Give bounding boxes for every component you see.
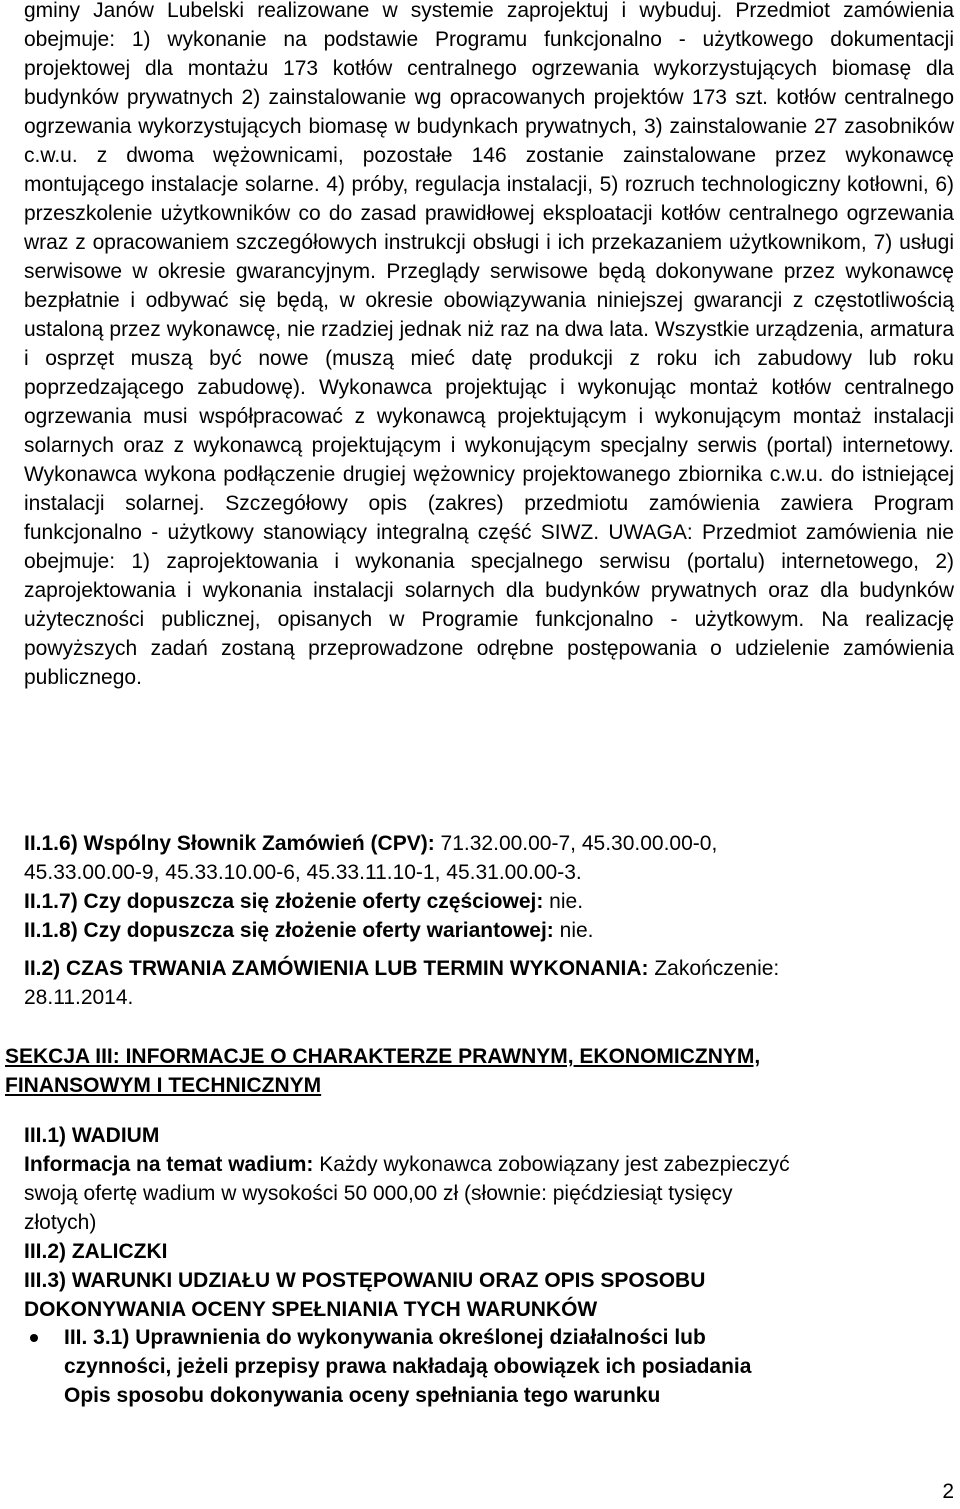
zaliczki-heading bbox=[24, 1237, 954, 1266]
duration-block bbox=[24, 954, 954, 1012]
wadium-info-line-2: swoją ofertę wadium w wysokości 50 000,00 zł (słownie: pięćdziesiąt tysięcy bbox=[24, 1182, 733, 1205]
duration-line bbox=[24, 954, 954, 983]
wadium-info-text-1: Każdy wykonawca zobowiązany jest zabezpieczyć bbox=[313, 1153, 790, 1176]
warunki-heading-line-2 bbox=[24, 1295, 954, 1324]
section-3-title-line-1: SEKCJA III: INFORMACJE O CHARAKTERZE PRAWNYM, EKONOMICZNYM, bbox=[5, 1045, 761, 1068]
cpv-block bbox=[24, 829, 954, 945]
wadium-info-line-1 bbox=[24, 1150, 954, 1179]
section-3-title-line-2: FINANSOWYM I TECHNICZNYM bbox=[5, 1074, 322, 1097]
partial-offer-value: nie. bbox=[543, 890, 584, 913]
warunki-heading-text-1: III.3) WARUNKI UDZIAŁU W POSTĘPOWANIU ORAZ OPIS SPOSOBU bbox=[24, 1269, 706, 1292]
page-number: 2 bbox=[942, 1480, 954, 1503]
partial-offer-label: II.1.7) Czy dopuszcza się złożenie oferty częściowej: bbox=[24, 890, 544, 913]
wadium-heading-text: III.1) WADIUM bbox=[24, 1124, 160, 1147]
wadium-heading bbox=[24, 1121, 954, 1150]
wadium-info-line-3: złotych) bbox=[24, 1211, 97, 1234]
cpv-value-1: 71.32.00.00-7, 45.30.00.00-0, bbox=[434, 832, 718, 855]
section-3-title bbox=[5, 1042, 945, 1100]
bullet-line-1: III. 3.1) Uprawnienia do wykonywania określonej działalności lub bbox=[64, 1326, 706, 1349]
variant-offer-value: nie. bbox=[553, 919, 594, 942]
bullet-dot-icon bbox=[30, 1334, 38, 1342]
cpv-value-2: 45.33.00.00-9, 45.33.10.00-6, 45.33.11.10-1, 45.31.00.00-3. bbox=[24, 861, 582, 884]
duration-value: Zakończenie: bbox=[648, 957, 780, 980]
bullet-item bbox=[24, 1323, 924, 1410]
zaliczki-heading-text: III.2) ZALICZKI bbox=[24, 1240, 168, 1263]
warunki-heading-line-1 bbox=[24, 1266, 954, 1295]
duration-label: II.2) CZAS TRWANIA ZAMÓWIENIA LUB TERMIN WYKONANIA: bbox=[24, 957, 649, 980]
bullet-line-2: czynności, jeżeli przepisy prawa nakładają obowiązek ich posiadania bbox=[64, 1355, 752, 1378]
cpv-line-1 bbox=[24, 829, 954, 858]
wadium-block bbox=[24, 1121, 954, 1324]
variant-offer-line bbox=[24, 916, 954, 945]
warunki-heading-text-2: DOKONYWANIA OCENY SPEŁNIANIA TYCH WARUNKÓW bbox=[24, 1298, 598, 1321]
intro-paragraph: gminy Janów Lubelski realizowane w systemie zaprojektuj i wybuduj. Przedmiot zamówienia obejmuje: 1) wykonanie na podstawie Programu funkcjonalno - użytkowego dokumentacji projektowej dla montażu 173 kotłów centralnego ogrzewania wykorzystujących biomasę dla budynków prywatnych 2) zainstalowanie wg opracowanych projektów 173 szt. kotłów centralnego ogrzewania wykorzystujących biomasę w budynkach prywatnych, 3) zainstalowanie 27 zasobników c.w.u. z dwoma wężownicami, pozostałe 146 zostanie zainstalowane przez wykonawcę montującego instalacje solarne. 4) próby, regulacja instalacji, 5) rozruch technologiczny kotłowni, 6) przeszkolenie użytkowników co do zasad prawidłowej eksploatacji kotłów centralnego ogrzewania wraz z opracowaniem szczegółowych instrukcji obsługi i ich przekazaniem użytkownikom, 7) usługi serwisowe w okresie gwarancyjnym. Przeglądy serwisowe będą dokonywane przez wykonawcę bezpłatnie i odbywać się będą, w okresie obowiązywania niniejszej gwarancji z częstotliwością ustaloną przez wykonawcę, nie rzadziej jednak niż raz na dwa lata. Wszystkie urządzenia, armatura i osprzęt muszą być nowe (muszą mieć datę produkcji z roku ich zabudowy lub roku poprzedzającego zabudowę). Wykonawca projektując i wykonując montaż kotłów centralnego ogrzewania musi współpracować z wykonawcą projektującym i wykonującym montaż instalacji solarnych oraz z wykonawcą projektującym i wykonującym specjalny serwis (portal) internetowy. Wykonawca wykona podłączenie drugiej wężownicy projektowanego zbiornika c.w.u. do istniejącej instalacji solarnej. Szczegółowy opis (zakres) przedmiotu zamówienia zawiera Program funkcjonalno - użytkowy stanowiący integralną część SIWZ. UWAGA: Przedmiot zamówienia nie obejmuje: 1) zaprojektowania i wykonania specjalnego serwisu (portalu) internetowego, 2) zaprojektowania i wykonania instalacji solarnych dla budynków prywatnych oraz dla budynków użyteczności publicznej, opisanych w Programie funkcjonalno - użytkowym. Na realizację powyższych zadań zostaną przeprowadzone odrębne postępowania o udzielenie zamówienia publicznego. bbox=[24, 0, 954, 689]
variant-offer-label: II.1.8) Czy dopuszcza się złożenie oferty wariantowej: bbox=[24, 919, 554, 942]
partial-offer-line bbox=[24, 887, 954, 916]
wadium-info-label: Informacja na temat wadium: bbox=[24, 1153, 314, 1176]
bullet-text bbox=[64, 1323, 924, 1410]
bullet-line-3: Opis sposobu dokonywania oceny spełniania tego warunku bbox=[64, 1384, 661, 1407]
duration-date: 28.11.2014. bbox=[24, 986, 134, 1009]
cpv-label: II.1.6) Wspólny Słownik Zamówień (CPV): bbox=[24, 832, 435, 855]
